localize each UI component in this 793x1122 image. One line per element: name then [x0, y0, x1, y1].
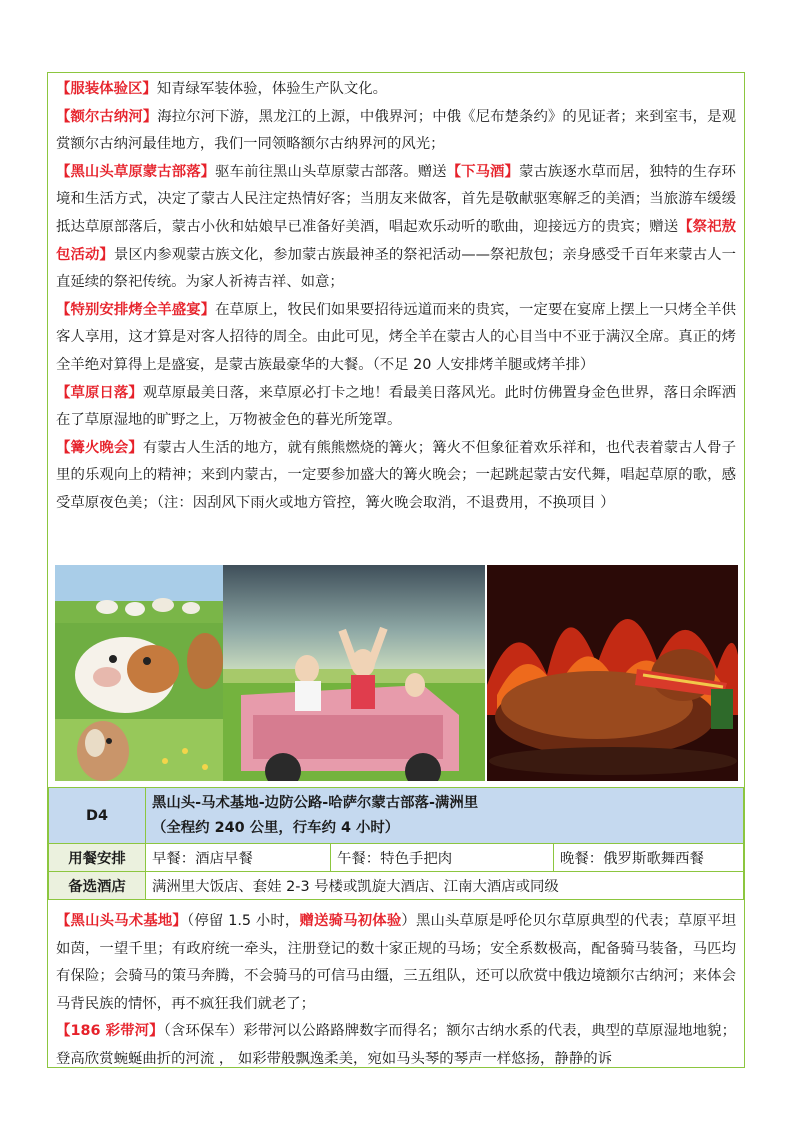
- paragraph-roast-lamb: [56, 297, 736, 380]
- roast-lamb-photo: [487, 565, 738, 781]
- farm-animals-photo: [55, 565, 223, 781]
- section-body: 景区内参观蒙古族文化，参加蒙古族最神圣的祭祀活动——祭祀敖包；亲身感受千百年来蒙古人一直延续的祭祀传统。为家人祈祷吉祥、如意；: [56, 246, 736, 291]
- jeep-grassland-photo: [223, 565, 485, 781]
- route-cell: [146, 788, 744, 844]
- itinerary-page: [47, 72, 745, 1068]
- section-body: （含环保车）彩带河以公路路牌数字而得名；额尔古纳水系的代表，典型的草原湿地地貌；登高欣赏蜿蜒曲折的河流 ， 如彩带般飘逸柔美，宛如马头琴的琴声一样悠扬，静静的诉: [56, 1023, 736, 1067]
- section-title: 【篝火晚会】: [56, 439, 143, 456]
- paragraph-mongol-tribe: [56, 159, 736, 297]
- day-label: D4: [49, 788, 146, 844]
- paragraph-argun-river: [56, 104, 736, 159]
- section-title: 【186 彩带河】: [56, 1023, 164, 1040]
- section-title: 【服装体验区】: [56, 81, 157, 97]
- day4-activities-text: [48, 908, 744, 1074]
- paragraph-bonfire: [56, 435, 736, 518]
- route-text: 黑山头-马术基地-边防公路-哈萨尔蒙古部落-满洲里: [152, 794, 479, 811]
- photo-strip: [55, 565, 738, 781]
- section-title: 【特别安排烤全羊盛宴】: [56, 301, 216, 318]
- section-highlight: 赠送骑马初体验: [299, 913, 402, 929]
- route-distance: （全程约 240 公里，行车约 4 小时）: [152, 819, 400, 836]
- section-body: 知青绿军装体验，体验生产队文化。: [156, 81, 388, 97]
- section-title: 【黑山头马术基地】: [56, 913, 187, 929]
- section-title: 【下马酒】: [446, 163, 519, 180]
- section-body: ）黑山头草原是呼伦贝尔草原典型的代表；草原平坦如茵，一望千里；有政府统一牵头，注册登记的数十家正规的马场；安全系数极高，配备骑马装备，马匹均有保险；会骑马的策马奔腾，不会骑马的可信马由缰，三五组队，还可以欣赏中俄边境额尔古纳河；来体会马背民族的情怀，再不疯狂我们就老了；: [56, 913, 736, 1012]
- dinner-cell: 晚餐：俄罗斯歌舞西餐: [554, 844, 744, 872]
- section-title: 【黑山头草原蒙古部落】: [56, 163, 216, 180]
- section-title: 【祭祀敖包活动】: [56, 218, 736, 263]
- meals-row: [49, 844, 744, 872]
- section-body: 观草原最美日落，来草原必打卡之地！看最美日落风光。此时仿佛置身金色世界，落日余晖洒在了草原湿地的旷野之上，万物被金色的暮光所笼罩。: [56, 384, 736, 429]
- section-body: 有蒙古人生活的地方，就有熊熊燃烧的篝火；篝火不但象征着欢乐祥和，也代表着蒙古人骨子里的乐观向上的精神；来到内蒙古，一定要参加盛大的篝火晚会；一起跳起蒙古安代舞，唱起草原的歌，感受草原夜色美；（注：因刮风下雨火或地方管控，篝火晚会取消，不退费用，不换项目 ）: [56, 439, 736, 511]
- hotel-row: [49, 872, 744, 900]
- meals-label: 用餐安排: [49, 844, 146, 872]
- paragraph-sunset: [56, 380, 736, 435]
- lunch-cell: 午餐：特色手把肉: [331, 844, 554, 872]
- section-body: 海拉尔河下游，黑龙江的上源，中俄界河；中俄《尼布楚条约》的见证者；来到室韦，是观赏额尔古纳河最佳地方，我们一同领略额尔古纳界河的风光；: [56, 108, 736, 153]
- section-body: （停留 1.5 小时，: [187, 913, 300, 929]
- section-title: 【草原日落】: [56, 384, 143, 401]
- activities-text: [48, 73, 744, 518]
- day-schedule-table: [48, 787, 744, 900]
- section-body: 驱车前往黑山头草原蒙古部落。赠送: [215, 163, 447, 180]
- hotel-cell: 满洲里大饭店、套娃 2-3 号楼或凯旋大酒店、江南大酒店或同级: [146, 872, 744, 900]
- paragraph-costume: [56, 76, 736, 104]
- day-header-row: [49, 788, 744, 844]
- section-body: 在草原上，牧民们如果要招待远道而来的贵宾，一定要在宴席上摆上一只烤全羊供客人享用，这才算是对客人招待的周全。由此可见，烤全羊在蒙古人的心目当中不亚于满汉全席。真正的烤全羊绝对算得上是盛宴，是蒙古族最豪华的大餐。（不足 20 人安排烤羊腿或烤羊排）: [56, 301, 736, 373]
- paragraph-horse-base: [56, 908, 736, 1018]
- hotel-label: 备选酒店: [49, 872, 146, 900]
- breakfast-cell: 早餐：酒店早餐: [146, 844, 331, 872]
- paragraph-ribbon-river: [56, 1018, 736, 1073]
- section-title: 【额尔古纳河】: [56, 108, 158, 125]
- section-body: 蒙古族逐水草而居，独特的生存环境和生活方式，决定了蒙古人民注定热情好客；当朋友来做客，首先是敬献驱寒解乏的美酒；当旅游车缓缓抵达草原部落后，蒙古小伙和姑娘早已准备好美酒，唱起欢乐动听的歌曲，迎接远方的贵宾；赠送: [56, 163, 736, 235]
